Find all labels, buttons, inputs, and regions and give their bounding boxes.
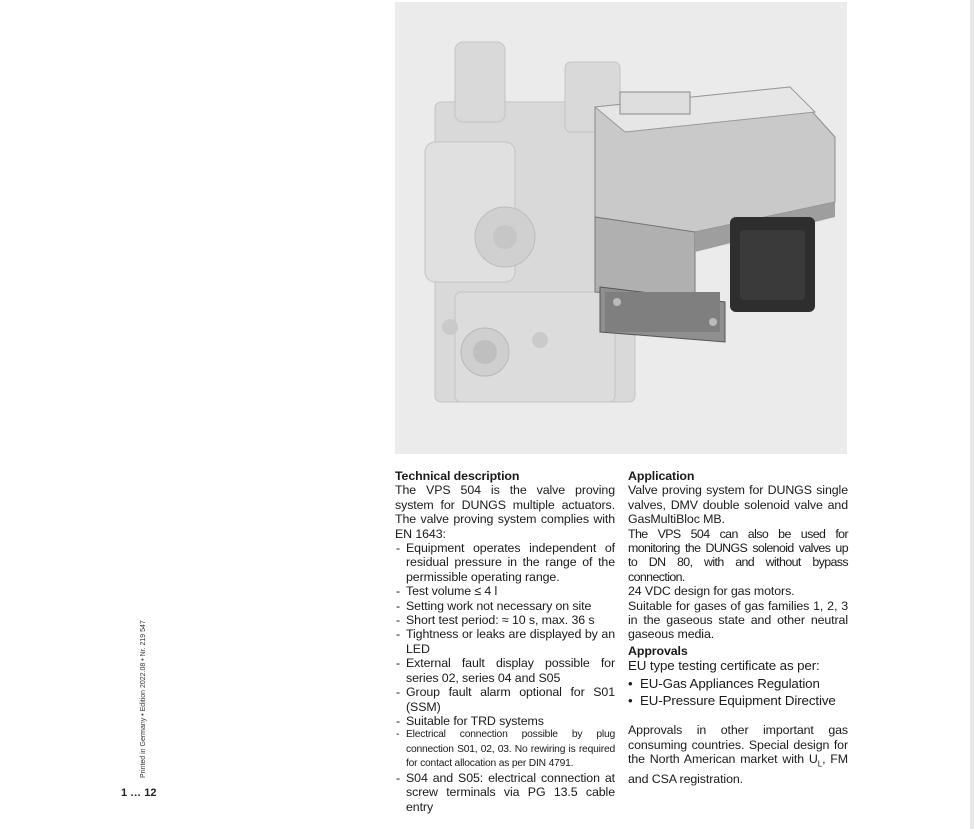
valve-proving-system-photo-icon [395,2,847,454]
list-item: - Suitable for TRD systems [395,714,615,728]
application-para: Suitable for gases of gas families 1, 2, 3 in the gaseous state and other neutral gaseous media. [628,598,848,642]
approvals-intro: EU type testing certificate as per: [628,658,820,674]
approvals-list [628,676,848,709]
technical-description-heading: Technical description [395,469,520,483]
print-edition-note: Printed in Germany • Edition 2022.08 • Nr. 219 547 [140,620,147,778]
list-item: • EU-Gas Appliances Regulation [628,676,848,693]
list-item: • EU-Pressure Equipment Directive [628,693,848,710]
list-item: - Equipment operates independent of residual pressure in the range of the permissible operating range. [395,541,615,584]
application-heading: Application [628,469,695,483]
list-item: - Tightness or leaks are displayed by an LED [395,627,615,656]
application-para: The VPS 504 can also be used for monitoring the DUNGS solenoid valves up to DN 80, with and without bypass connection. [628,526,848,584]
list-item: - External fault display possible for series 02, series 04 and S05 [395,656,615,685]
application-column [628,467,848,786]
list-item: - Setting work not necessary on site [395,599,615,613]
technical-intro: The VPS 504 is the valve proving system for DUNGS multiple actuators. The valve proving system complies with EN 1643: [395,483,615,541]
scrollbar-track[interactable] [970,0,974,829]
list-item: - S04 and S05: electrical connection at screw terminals via PG 13.5 cable entry [395,771,615,814]
approvals-heading: Approvals [628,643,688,658]
application-para: 24 VDC design for gas motors. [628,584,795,599]
approvals-para: Approvals in other important gas consuming countries. Special design for the North American market with $U_L$, FM and CSA registration. [628,723,848,786]
list-item: - Test volume ≤ 4 l [395,584,615,598]
list-item: - Group fault alarm optional for S01 (SSM) [395,685,615,714]
page-number: 1 … 12 [121,787,157,799]
application-para: Valve proving system for DUNGS single valves, DMV double solenoid valve and GasMultiBloc MB. [628,483,848,527]
feature-list [395,541,615,814]
list-item: - Short test period: ≈ 10 s, max. 36 s [395,613,615,627]
product-photo [395,2,847,454]
list-item: - Electrical connection possible by plug connection S01, 02, 03. No rewiring is required for contact allocation as per DIN 4791. [395,728,615,771]
technical-description-column [395,467,615,814]
